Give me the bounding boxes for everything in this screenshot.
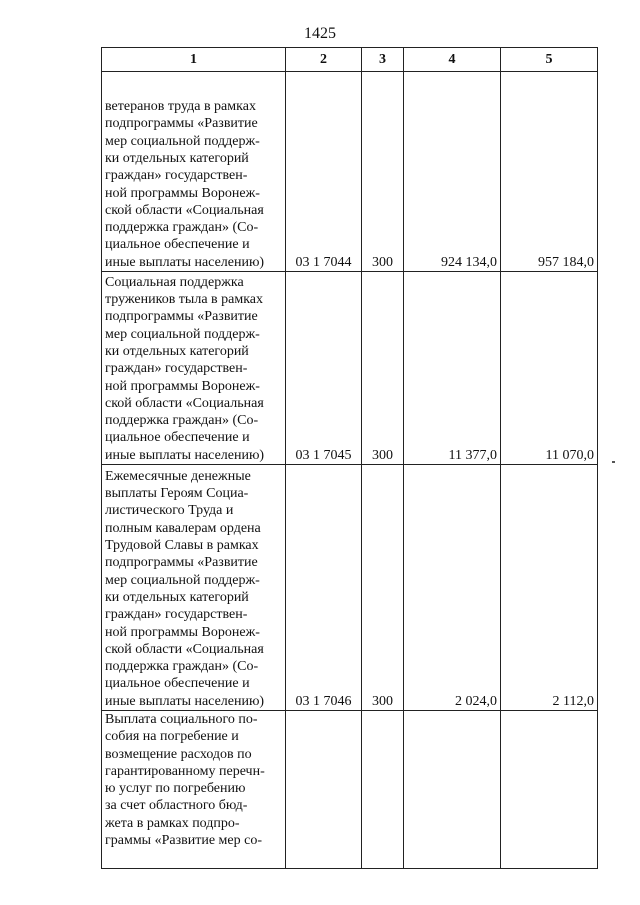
row-amount-col4: 924 134,0 [404,72,501,272]
row-expense-type: 300 [362,465,404,711]
column-header-1: 1 [102,48,286,72]
row-amount-col5 [501,711,598,869]
row-amount-col5: 957 184,0 [501,72,598,272]
row-code [286,711,362,869]
row-amount-col4 [404,711,501,869]
row-amount-col5: 11 070,0 [501,272,598,465]
column-header-5: 5 [501,48,598,72]
row-expense-type [362,711,404,869]
column-header-3: 3 [362,48,404,72]
budget-table [101,47,598,869]
column-header-2: 2 [286,48,362,72]
row-amount-col4: 11 377,0 [404,272,501,465]
table-row [102,711,598,869]
row-description: ветеранов труда в рамках подпрограммы «Развитие мер социальной поддерж- ки отдельных категорий граждан» государствен- ной программы Воронеж- ской области «Социальная поддержка граждан» (Со- циальное обеспечение и иные выплаты населению) [102,72,286,272]
row-code: 03 1 7046 [286,465,362,711]
row-expense-type: 300 [362,272,404,465]
row-description: Ежемесячные денежные выплаты Героям Социа- листического Труда и полным кавалерам ордена Трудовой Славы в рамках подпрограммы «Развитие мер социальной поддерж- ки отдельных категорий граждан» государствен- ной программы Воронеж- ской области «Социальная поддержка граждан» (Со- циальное обеспечение и иные выплаты населению) [102,465,286,711]
row-amount-col4: 2 024,0 [404,465,501,711]
table-row [102,72,598,272]
table-row [102,272,598,465]
row-code: 03 1 7045 [286,272,362,465]
row-description: Выплата социального по- собия на погребение и возмещение расходов по гарантированному перечн- ю услуг по погребению за счет областного бюд- жета в рамках подпро- граммы «Развитие мер со- [102,711,286,869]
scan-speck [612,461,615,463]
table-row [102,465,598,711]
page-number: 1425 [304,25,336,42]
row-expense-type: 300 [362,72,404,272]
row-amount-col5: 2 112,0 [501,465,598,711]
row-description: Социальная поддержка тружеников тыла в рамках подпрограммы «Развитие мер социальной поддерж- ки отдельных категорий граждан» государствен- ной программы Воронеж- ской области «Социальная поддержка граждан» (Со- циальное обеспечение и иные выплаты населению) [102,272,286,465]
row-code: 03 1 7044 [286,72,362,272]
column-header-4: 4 [404,48,501,72]
header-row [102,48,598,72]
